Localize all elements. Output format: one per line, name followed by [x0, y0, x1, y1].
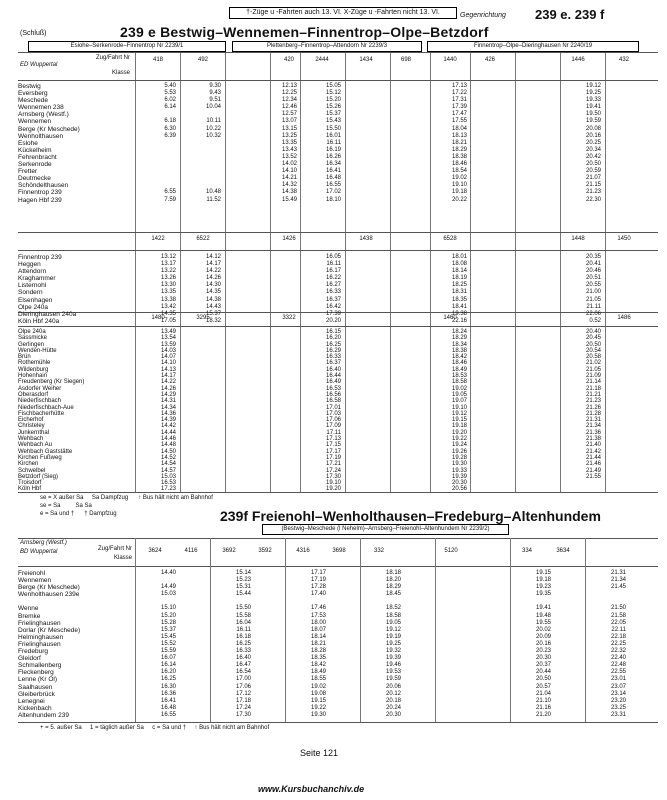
train-number: 492 [197, 57, 208, 63]
section-title-239e: 239 e Bestwig–Wennemen–Finnentrop–Olpe–Betzdorf [120, 24, 489, 40]
train-number: 5120 [444, 548, 458, 554]
route-bar-1: Esiohe–Serkenrode–Finnentrop Nr 2239/1 [28, 41, 226, 52]
grid-line [285, 538, 286, 722]
rule [18, 80, 658, 81]
source-link[interactable]: www.Kursbuchanchiv.de [258, 784, 365, 794]
grid-line [605, 52, 606, 492]
train-number-label-239f: Zug/Fahrt Nr [97, 546, 132, 552]
time-column: 5.40 5.53 6.02 6.14 6.18 6.30 6.39 6.55 7.59 [164, 83, 176, 203]
rule [18, 232, 658, 233]
time-column: 12.13 12.25 12.34 12.46 12.57 13.07 13.15 13.25 13.35 13.43 13.52 14.02 14.10 14.21 14.32 14.38 15.49 [281, 83, 297, 203]
rule [18, 538, 658, 539]
train-number: 1422 [151, 236, 165, 242]
time-column: 14.40 14.49 15.03 15.10 15.20 15.28 15.37 15.45 15.52 15.59 16.07 16.14 16.20 16.25 16.30 16.36 16.41 16.48 16.55 [160, 570, 176, 718]
schluss-label: (Schluß) [20, 30, 47, 37]
grid-line [135, 538, 136, 722]
rule [18, 722, 658, 723]
time-column: 13.49 13.54 13.59 14.03 14.07 14.10 14.13 14.17 14.22 14.26 14.29 14.31 14.34 14.36 14.39 14.42 14.44 14.46 14.48 14.50 14.52 14.54 14.57 15.03 16.53 17.23 [160, 329, 176, 493]
time-column: 17.13 17.22 17.31 17.39 17.47 17.55 18.04 18.13 18.21 18.29 18.38 18.46 18.54 19.02 19.10 19.18 20.22 [451, 83, 467, 203]
train-number: 1426 [282, 236, 296, 242]
time-column: 18.24 18.29 18.34 18.38 18.42 18.46 18.49 18.53 18.58 19.02 19.05 19.07 19.10 19.12 19.15 19.18 19.20 19.22 19.24 19.26 19.28 19.30 19.33 19.39 20.30 20.56 [451, 329, 467, 493]
arnsberg-label: Arnsberg (Westf.) [20, 540, 67, 546]
grid-line [135, 52, 136, 492]
train-number: 1448 [571, 236, 585, 242]
time-column: 16.15 16.20 16.25 16.29 16.33 16.37 16.40 16.44 16.49 16.53 16.56 16.58 17.01 17.03 17.06 17.09 17.11 17.13 17.15 17.17 17.19 17.21 17.24 17.30 19.10 19.20 [325, 329, 341, 493]
legend-239e: se = X außer Sa Sa Dampfzug ↑ Bus hält nicht am Bahnhof se = Sa Sa Sa e = Sa und † † Dampfzug [40, 495, 213, 517]
grid-line [435, 538, 436, 722]
grid-line [585, 538, 586, 722]
grid-line [390, 52, 391, 492]
time-column: 13.12 13.17 13.22 13.26 13.30 13.35 13.38 13.42 14.35 17.05 [160, 254, 176, 324]
train-number: 332 [373, 548, 384, 554]
train-number-row-c [136, 315, 656, 325]
time-column: 19.15 19.18 19.23 19.35 19.41 19.48 19.55 20.02 20.09 20.16 20.23 20.30 20.37 20.44 20.50 20.57 21.04 21.10 21.16 21.20 [535, 570, 551, 718]
table-numbers: 239 e. 239 f [535, 7, 605, 22]
train-number: 3322 [282, 315, 296, 321]
station-list-a: Bestwig Eversberg Meschede Wennemen 238 Arnsberg (Westf.) Wennemen Berge (Kr Meschede) Wenholthausen Eslohe Kückelheim Fehrenbracht Serkenrode Fretter Deutmecke Schöndelthausen Finnentrop 239 Hagen Hbf 239 [18, 83, 80, 204]
train-number: 3592 [258, 548, 272, 554]
train-number: 1480 [151, 315, 165, 321]
train-number: 1460 [443, 315, 457, 321]
time-column: 14.12 14.17 14.22 14.26 14.30 14.35 14.38 14.43 15.37 18.32 [205, 254, 221, 324]
train-number: 4116 [184, 548, 198, 554]
grid-line [515, 52, 516, 492]
train-number: 1434 [359, 57, 373, 63]
train-number: 3295 [196, 315, 210, 321]
time-column: 15.14 15.23 15.31 15.44 15.50 15.58 16.04 16.11 16.18 16.25 16.33 16.40 16.47 16.54 17.00 17.06 17.12 17.18 17.24 17.30 [235, 570, 251, 718]
train-number: 3634 [556, 548, 570, 554]
time-column: 20.40 20.45 20.50 20.54 20.58 21.02 21.05 21.09 21.14 21.18 21.21 21.23 21.26 21.28 21.31 21.34 21.36 21.38 21.40 21.42 21.44 21.46 21.49 21.55 [585, 329, 601, 480]
bd-label: BD Wuppertal [20, 549, 58, 555]
grid-line [430, 52, 431, 492]
grid-line [345, 52, 346, 492]
train-number: 334 [521, 548, 532, 554]
train-number: 6528 [443, 236, 457, 242]
grid-line [510, 538, 511, 722]
train-number: 3624 [148, 548, 162, 554]
route-bar-239f: (Bestwig–Meschede (l Nehelm)–Arnsberg–Freienohl–Altenhundem Nr 2239/2) [262, 524, 509, 535]
station-list-b: Finnentrop 239 Heggen Attendorn Kraghammer Listernohl Sondern Elsenhagen Olpe 240a Dieringhausen 240a Köln Hbf 240a [18, 254, 77, 325]
train-number: 1446 [571, 57, 585, 63]
time-column: 18.18 18.20 18.29 18.45 18.52 18.58 19.05 19.12 19.19 19.25 19.32 19.39 19.46 19.53 19.59 20.06 20.12 20.18 20.24 20.30 [385, 570, 401, 718]
rule [18, 566, 658, 567]
train-number-label: Zug/Fahrt Nr [95, 55, 130, 61]
train-number: 6522 [196, 236, 210, 242]
rule [18, 326, 658, 327]
section-title-239f: 239f Freienohl–Wenholthausen–Fredeburg–Altenhundem [220, 508, 601, 524]
train-number: 3692 [222, 548, 236, 554]
direction-label: Gegenrichtung [460, 12, 506, 19]
train-number-row [136, 57, 656, 71]
train-number: 1486 [617, 315, 631, 321]
grid-line [360, 538, 361, 722]
class-label-239f: Klasse [113, 555, 132, 561]
page-number: Seite 121 [300, 748, 339, 758]
route-bar-3: Finnentrop–Olpe–Dieringhausen Nr 2240/19 [427, 41, 639, 52]
time-column: 17.17 17.19 17.28 17.40 17.46 17.53 18.00 18.07 18.14 18.21 18.28 18.35 18.42 18.49 18.55 19.02 19.08 19.15 19.22 19.30 [310, 570, 326, 718]
train-number: 1438 [359, 236, 373, 242]
time-column: 20.35 20.41 20.46 20.51 20.55 21.00 21.05 21.11 22.06 0.52 [585, 254, 601, 324]
train-number: 432 [618, 57, 629, 63]
train-number: 426 [484, 57, 495, 63]
train-number: 4316 [296, 548, 310, 554]
grid-line [470, 52, 471, 492]
legend-239f: + = 5. außer Sa 1 = täglich außer Sa c = Sa und † ↑ Bus hält nicht am Bahnhof [40, 725, 270, 731]
time-column: 21.31 21.34 21.45 21.50 21.58 22.05 22.11 22.18 22.25 22.32 22.40 22.48 22.55 23.01 23.07 23.14 23.20 23.25 23.31 [610, 570, 626, 718]
rule [18, 52, 658, 53]
ed-label: ED Wuppertal [20, 62, 58, 68]
rule [18, 250, 658, 251]
grid-line [225, 52, 226, 492]
class-label: Klasse [111, 70, 130, 76]
time-column: 15.05 15.12 15.20 15.26 15.37 15.43 15.50 16.01 16.11 16.19 16.26 16.34 16.41 16.48 16.55 17.02 18.10 [325, 83, 341, 203]
train-number: 418 [152, 57, 163, 63]
station-list-239f: Freienohl Wennemen Berge (Kr Meschede) Wenholthausen 239e Wenne Bremke Frielinghausen Dorlar (Kr Meschede) Helminghausen Frielinghausen Fredeburg Gleidorf Schmallenberg Fleckenberg Lenne (Kr Ol) Saalhausen Gleiberbrück Lenegnei Kickenbach Altenhundem 239 [18, 570, 81, 719]
time-column: 18.01 18.08 18.14 18.19 18.25 18.31 18.35 18.41 19.38 22.16 [451, 254, 467, 324]
train-number: 1450 [617, 236, 631, 242]
train-number: 420 [283, 57, 294, 63]
station-list-c: Olpe 240a Sassmicke Gerlingen Wenden-Hütte Brün Rothemühle Wildenburg Hohenhain Freudenberg (Kr Siegen) Asdorfer Weiher Oberasdorf Niederfischbach Niederfischbach-Aue Fischbacherhütte Eicherhof Christeley Junkernthal Wehbach Wehbach Au Wehbach Gaststätte Kirchen Fußweg Kirchen Schwelbel Betzdorf (Sieg) Troisdorf Köln Hbf [18, 329, 85, 493]
grid-line [270, 52, 271, 492]
time-column: 16.05 16.11 16.17 16.22 16.27 16.33 16.37 16.42 17.39 20.20 [325, 254, 341, 324]
notice-box: †-Züge u -Fahrten auch 13. VI. X-Züge u -Fahrten nicht 13. VI. [229, 7, 457, 19]
grid-line [210, 538, 211, 722]
train-number: 1440 [443, 57, 457, 63]
train-number-row-239f [136, 548, 656, 558]
grid-line [300, 52, 301, 492]
grid-line [180, 52, 181, 492]
train-number: 2444 [315, 57, 329, 63]
time-column: 19.12 19.25 19.33 19.41 19.50 19.59 20.08 20.16 20.25 20.34 20.42 20.50 20.59 21.07 21.15 21.23 22.30 [585, 83, 601, 203]
time-column: 9.30 9.43 9.51 10.04 10.11 10.22 10.32 10.48 11.52 [205, 83, 221, 203]
train-number-row-b [136, 236, 656, 248]
train-number: 698 [400, 57, 411, 63]
grid-line [560, 52, 561, 492]
train-number: 3698 [332, 548, 346, 554]
route-bar-2: Plettenberg–Finnentrop–Attendorn Nr 2239/3 [232, 41, 422, 52]
